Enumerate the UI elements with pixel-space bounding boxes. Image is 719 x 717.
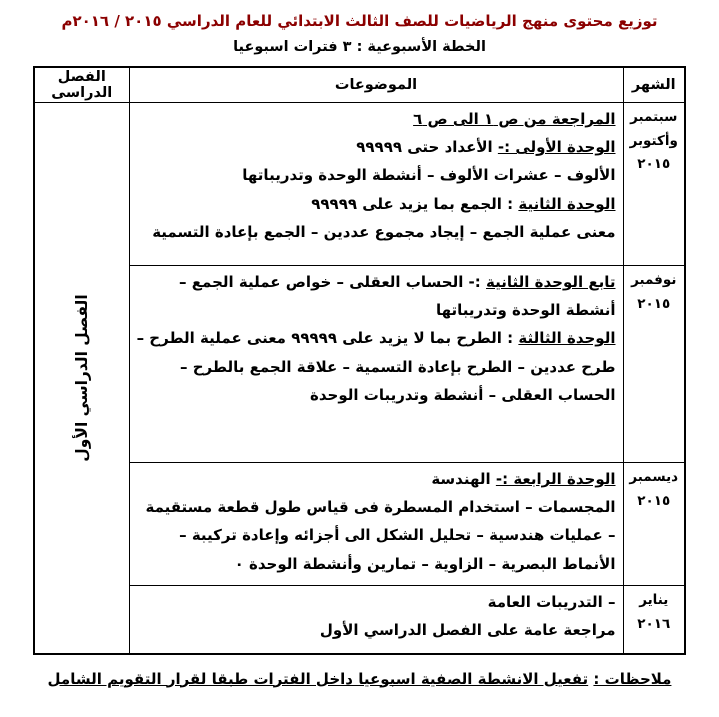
month-line: نوفمبر [631, 272, 677, 288]
topic-line [135, 493, 616, 578]
curriculum-table [33, 66, 686, 655]
topic-text: : الجمع بما يزيد على ٩٩٩٩٩ [311, 194, 519, 213]
topic-line [135, 616, 616, 644]
month-cell [623, 266, 685, 463]
page-title: توزيع محتوى منهج الرياضيات للصف الثالث الابتدائي للعام الدراسي ٢٠١٥ / ٢٠١٦م [61, 12, 658, 30]
table-row [34, 586, 685, 654]
topic-text: معنى عملية الجمع – إيجاد مجموع عددين – الجمع بإعادة التسمية [152, 222, 616, 241]
header-month: الشهر [623, 67, 685, 103]
notes-label: ملاحظات : [593, 669, 672, 688]
table-row [34, 266, 685, 463]
topic-line [135, 465, 616, 493]
month-line: ٢٠١٦ [637, 615, 671, 632]
unit-title: الوحدة الأولى :- [497, 138, 616, 157]
month-line: وأكتوبر [629, 132, 678, 149]
topic-line [135, 268, 616, 324]
semester-label: الفصل الدراسي الأول [72, 294, 91, 462]
month-cell [623, 586, 685, 654]
month-line: ٢٠١٥ [637, 492, 671, 509]
header-semester: الفصل الدراسى [34, 67, 129, 103]
topic-line [135, 161, 616, 189]
notes-text: تفعيل الانشطة الصفية اسبوعيا داخل الفترات طبقا لقرار التقويم الشامل [47, 669, 589, 688]
topic-text: – التدريبات العامة [487, 593, 616, 611]
month-cell [623, 103, 685, 266]
month-line: ديسمبر [629, 469, 679, 485]
page-subtitle: الخطة الأسبوعية : ٣ فترات اسبوعيا [233, 39, 486, 55]
month-cell [623, 463, 685, 586]
topic-line [135, 588, 616, 616]
unit-title: تابع الوحدة الثانية [486, 273, 616, 291]
table-row [34, 463, 685, 586]
month-line: ٢٠١٥ [637, 295, 671, 312]
topic-line [135, 133, 616, 161]
topic-line [135, 105, 616, 133]
month-line: سبتمبر [630, 109, 678, 125]
notes-line [33, 670, 686, 688]
topic-text: : الطرح بما لا يزيد على ٩٩٩٩٩ معنى عملية الطرح – طرح عددين – الطرح بإعادة التسمية – علاقة الجمع بالطرح – الحساب العقلى – أنشطة وتدريبات الوحدة [136, 329, 616, 404]
topics-cell [129, 266, 623, 463]
header-row [34, 67, 685, 103]
unit-title: الوحدة الثانية [518, 194, 616, 213]
topics-cell [129, 586, 623, 654]
month-line: يناير [639, 592, 669, 608]
header-topics: الموضوعات [129, 67, 623, 103]
month-line: ٢٠١٥ [637, 156, 671, 173]
table-row [34, 103, 685, 266]
semester-cell [34, 103, 129, 654]
topics-cell [129, 103, 623, 266]
topic-line [135, 324, 616, 409]
unit-title: الوحدة الثالثة [518, 329, 616, 348]
topic-line [135, 190, 616, 218]
topic-text: الألوف – عشرات الألوف – أنشطة الوحدة وتدريباتها [242, 166, 616, 185]
unit-title: الوحدة الرابعة :- [495, 470, 616, 488]
topics-cell [129, 463, 623, 586]
table-body [34, 103, 685, 654]
unit-title: المراجعة من ص ١ الى ص ٦ [413, 110, 616, 128]
topic-text: الأعداد حتى ٩٩٩٩٩ [356, 138, 498, 157]
topic-text: مراجعة عامة على الفصل الدراسي الأول [319, 621, 616, 640]
topic-line [135, 218, 616, 246]
topic-text: المجسمات – استخدام المسطرة فى قياس طول قطعة مستقيمة – عمليات هندسية – تحليل الشكل الى أجزائه وإعادة تركيبة – الأنماط البصرية – الزاوية – تمارين وأنشطة الوحدة ٠ [145, 498, 616, 573]
topic-text: :- الحساب العقلى – خواص عملية الجمع – أنشطة الوحدة وتدريباتها [179, 273, 616, 320]
topic-text: الهندسة [431, 470, 496, 488]
